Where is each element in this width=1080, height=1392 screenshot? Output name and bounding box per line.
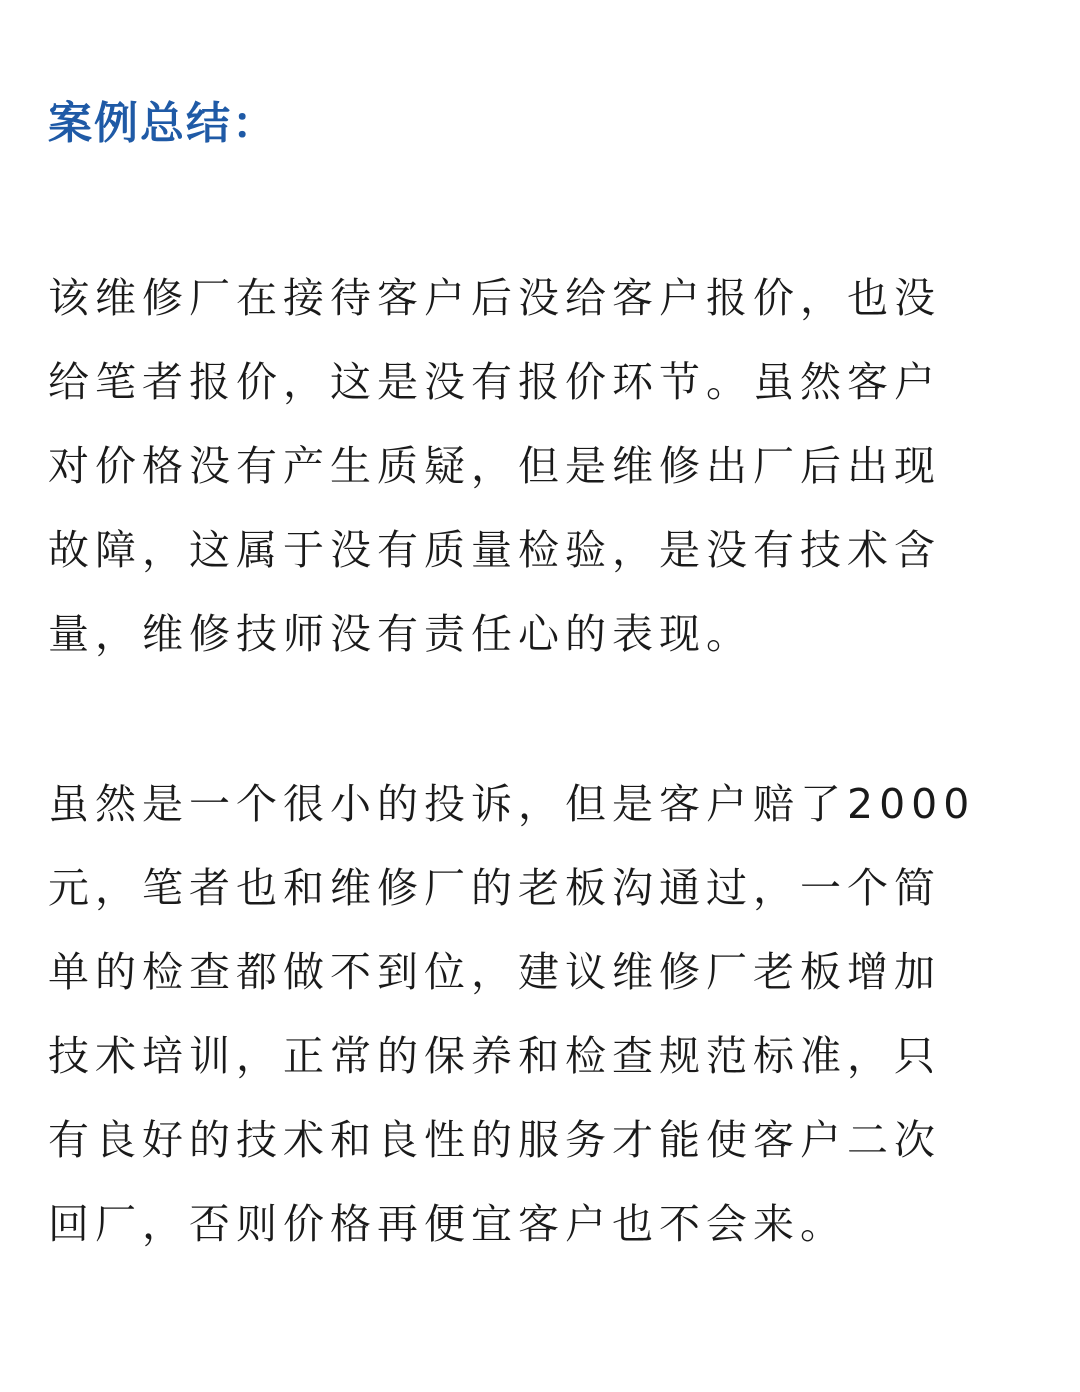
text-line: 元，笔者也和维修厂的老板沟通过，一个简 bbox=[48, 864, 941, 912]
text-line: 故障，这属于没有质量检验，是没有技术含 bbox=[48, 526, 941, 574]
text-line: 该维修厂在接待客户后没给客户报价，也没 bbox=[48, 274, 941, 322]
text-line: 有良好的技术和良性的服务才能使客户二次 bbox=[48, 1116, 941, 1164]
text-line: 虽然是一个很小的投诉，但是客户赔了2000 bbox=[48, 780, 976, 828]
text-line: 对价格没有产生质疑，但是维修出厂后出现 bbox=[48, 442, 941, 490]
text-line: 给笔者报价，这是没有报价环节。虽然客户 bbox=[48, 358, 941, 406]
section-heading: 案例总结： bbox=[48, 98, 278, 149]
text-line: 技术培训，正常的保养和检查规范标准，只 bbox=[48, 1032, 941, 1080]
text-line: 回厂，否则价格再便宜客户也不会来。 bbox=[48, 1200, 847, 1248]
paragraph-1 bbox=[48, 256, 1038, 676]
text-line: 单的检查都做不到位，建议维修厂老板增加 bbox=[48, 948, 941, 996]
paragraph-2 bbox=[48, 762, 1038, 1266]
text-line: 量，维修技师没有责任心的表现。 bbox=[48, 610, 753, 658]
